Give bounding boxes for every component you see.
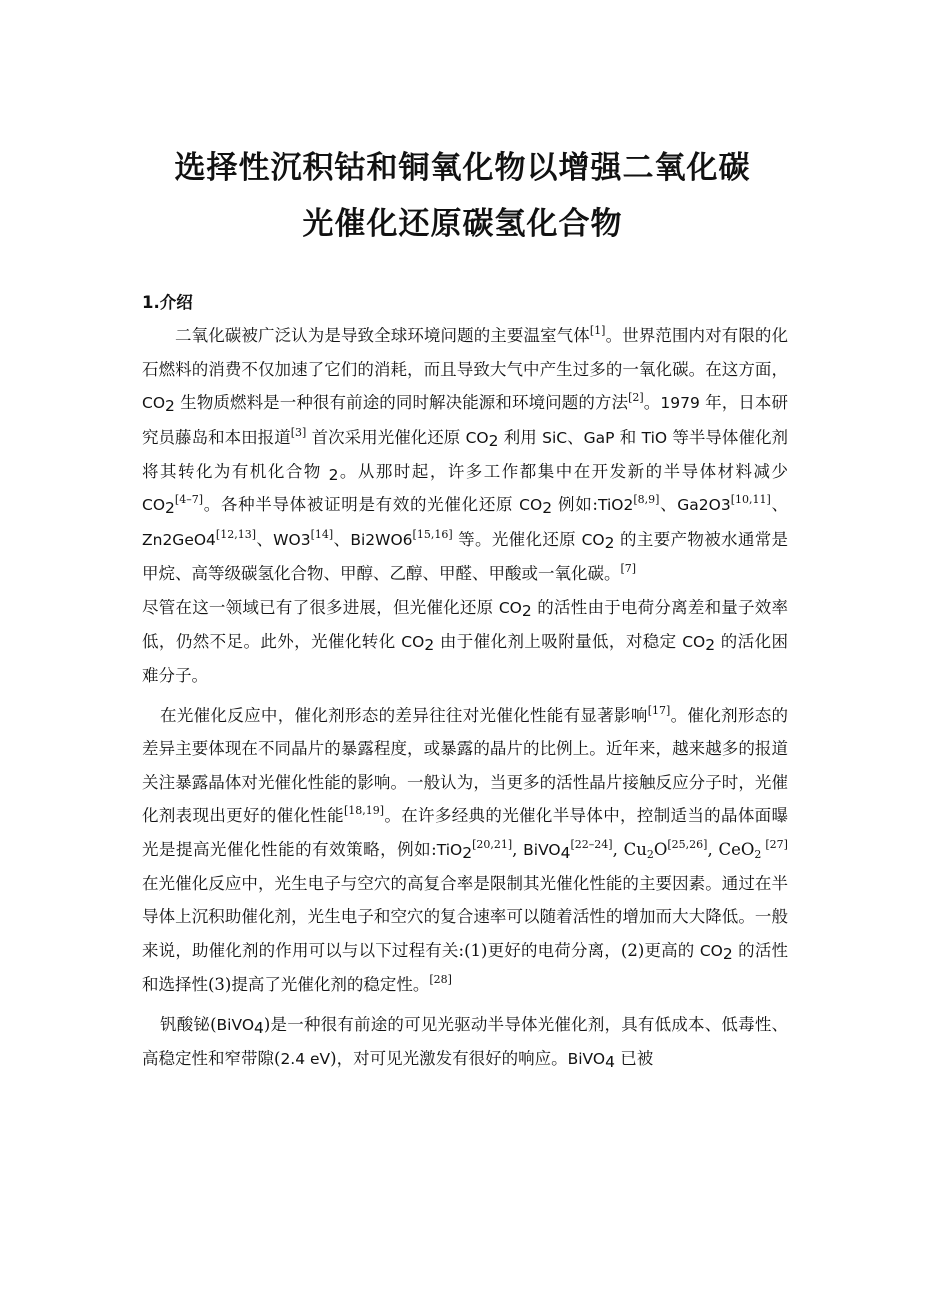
title-line-2: 光催化还原碳氢化合物 (302, 206, 623, 242)
text: , (512, 839, 524, 859)
citation: [28] (429, 973, 452, 987)
citation: [8,9] (633, 493, 660, 507)
formula: CO (142, 496, 166, 515)
citation: [1] (589, 324, 606, 338)
text: 二氧化碳被广泛认为是导致全球环境问题的主要温室气体 (175, 326, 590, 346)
citation: [15,16] (412, 527, 453, 541)
text: , (707, 839, 719, 859)
paragraph-1 (142, 319, 788, 590)
formula: BiVO (567, 1049, 606, 1068)
text: 生物质燃料是一种很有前途的同时解决能源和环境问题的方法 (174, 393, 629, 413)
formula: Zn2GeO4 (142, 530, 216, 549)
section-heading: 1.介绍 (142, 293, 193, 312)
citation: [12,13] (215, 527, 256, 541)
formula: TiO (641, 428, 668, 447)
paragraph-4 (142, 1008, 788, 1077)
formula: WO3 (273, 530, 311, 549)
formula: Ga2O3 (677, 496, 731, 515)
subscript: 4 (254, 1018, 264, 1037)
text: )是一种很有前途的可见光驱动半导体光催化剂，具有低成本、低毒性、高稳定性和窄带隙( (142, 1014, 789, 1068)
year: 1979 (660, 394, 700, 413)
formula: CO (699, 941, 723, 960)
formula: GaP (583, 428, 615, 447)
text: 。世界范围内对有限的化石燃料的消费不仅加速了它们的消耗，而且导致大气中产生过多的一氧化碳。在这方面， (142, 326, 789, 379)
formula: BiVO (523, 840, 561, 859)
text: 尽管在这一领域已有了很多进展，但光催化还原 (142, 597, 499, 617)
citation: [14] (310, 527, 334, 541)
subscript: 2 (705, 636, 716, 655)
text: 。 (643, 393, 661, 413)
subscript: 2 (165, 397, 175, 416)
citation: [10,11] (730, 493, 771, 507)
text: 由于催化剂上吸附量低，对稳定 (434, 632, 683, 652)
formula: CO (519, 496, 543, 515)
text: 、 (567, 427, 584, 447)
text: 的活性由于电荷分离差和量子效率低，仍然不足。此外，光催化转化 (142, 597, 788, 652)
citation: [17] (647, 703, 671, 717)
formula: O (653, 839, 668, 859)
text: 已被 (614, 1048, 654, 1068)
subscript: 2 (424, 636, 435, 655)
text: 。各种半导体被证明是有效的光催化还原 (203, 495, 520, 515)
text: 钒酸铋( (160, 1014, 217, 1034)
formula: CeO (718, 839, 755, 859)
text: 例如: (552, 495, 598, 515)
text: 、 (770, 495, 788, 515)
citation: [2] (628, 391, 644, 405)
subscript: 2 (328, 466, 339, 485)
citation: [20,21] (472, 837, 513, 851)
subscript: 2 (542, 499, 553, 518)
text: 的活性和选择性(3)提高了光催化剂的稳定性。 (142, 940, 788, 995)
text: 和 (614, 427, 642, 447)
text: 等半导体催化剂将其转化为有机化合物 (142, 427, 789, 482)
citation: [18,19] (343, 804, 385, 818)
formula: CO (142, 394, 166, 413)
text: 、 (659, 495, 678, 515)
subscript: 2 (165, 499, 175, 518)
text: 。从那时起，许多工作都集中在开发新的半导体材料减少 (338, 462, 789, 482)
paragraph-2 (142, 591, 788, 693)
subscript: 4 (560, 843, 571, 862)
text: 。催化剂形态的差异主要体现在不同晶片的暴露程度，或暴露的晶片的比例上。近年来，越来越多的报道关注暴露晶体对光催化性能的影响。一般认为，当更多的活性晶片接触反应分子时，光催化剂表现出更好的催化性能 (142, 705, 789, 826)
text: 在光催化反应中，光生电子与空穴的高复合率是限制其光催化性能的主要因素。通过在半导体上沉积助催化剂，光生电子和空穴的复合速率可以随着活性的增加而大大降低。一般来说，助催化剂的作用可以与以下过程有关:(1)更好的电荷分离，(2)更高的 (142, 873, 788, 960)
paragraph-3 (142, 699, 788, 1002)
document-title (0, 140, 925, 252)
formula: TiO2 (597, 496, 634, 515)
formula: CO (682, 633, 706, 652)
formula: CO (401, 633, 425, 652)
formula: Cu (623, 839, 647, 859)
formula: CO (465, 428, 489, 447)
text: 等。光催化还原 (452, 529, 582, 549)
citation: [4–7] (174, 493, 203, 507)
title-line-1: 选择性沉积钴和铜氧化物以增强二氧化碳 (174, 150, 751, 186)
formula: SiC (542, 428, 568, 447)
value: 2.4 eV (280, 1049, 331, 1068)
text: , (612, 839, 624, 859)
formula: CO (581, 530, 605, 549)
text: 、 (333, 529, 351, 549)
citation: [7] (620, 562, 637, 576)
text: 。在许多经典的光催化半导体中，控制适当的晶体面曝光是提高光催化性能的有效策略，例如: (142, 806, 789, 859)
text: )，对可见光激发有很好的响应。 (330, 1048, 568, 1068)
formula: BiVO (216, 1015, 255, 1034)
text: 利用 (498, 427, 543, 447)
text: 、 (256, 529, 274, 549)
citation: [22–24] (570, 837, 613, 851)
subscript: 2 (521, 601, 532, 620)
citation: [3] (290, 425, 307, 439)
subscript: 4 (605, 1052, 615, 1071)
text: 首次采用光催化还原 (306, 427, 466, 447)
citation: [27] (761, 837, 788, 851)
text: 的主要产物被水通常是甲烷、高等级碳氢化合物、甲醇、乙醇、甲醛、甲酸或一氧化碳。 (142, 529, 789, 584)
subscript: 2 (722, 944, 733, 963)
formula: Bi2WO6 (350, 530, 413, 549)
subscript: 2 (604, 533, 615, 552)
text: 在光催化反应中，催化剂形态的差异往往对光催化性能有显著影响 (160, 705, 648, 725)
formula: TiO (436, 840, 463, 859)
citation: [25,26] (667, 837, 708, 851)
subscript: 2 (462, 843, 473, 862)
text: 年，日本研究员藤岛和本田报道 (142, 393, 789, 447)
formula: CO (498, 598, 522, 617)
subscript: 2 (754, 847, 762, 861)
text: 的活化困难分子。 (142, 632, 789, 686)
subscript: 2 (646, 847, 654, 861)
subscript: 2 (488, 431, 499, 450)
document-body (142, 286, 788, 1076)
